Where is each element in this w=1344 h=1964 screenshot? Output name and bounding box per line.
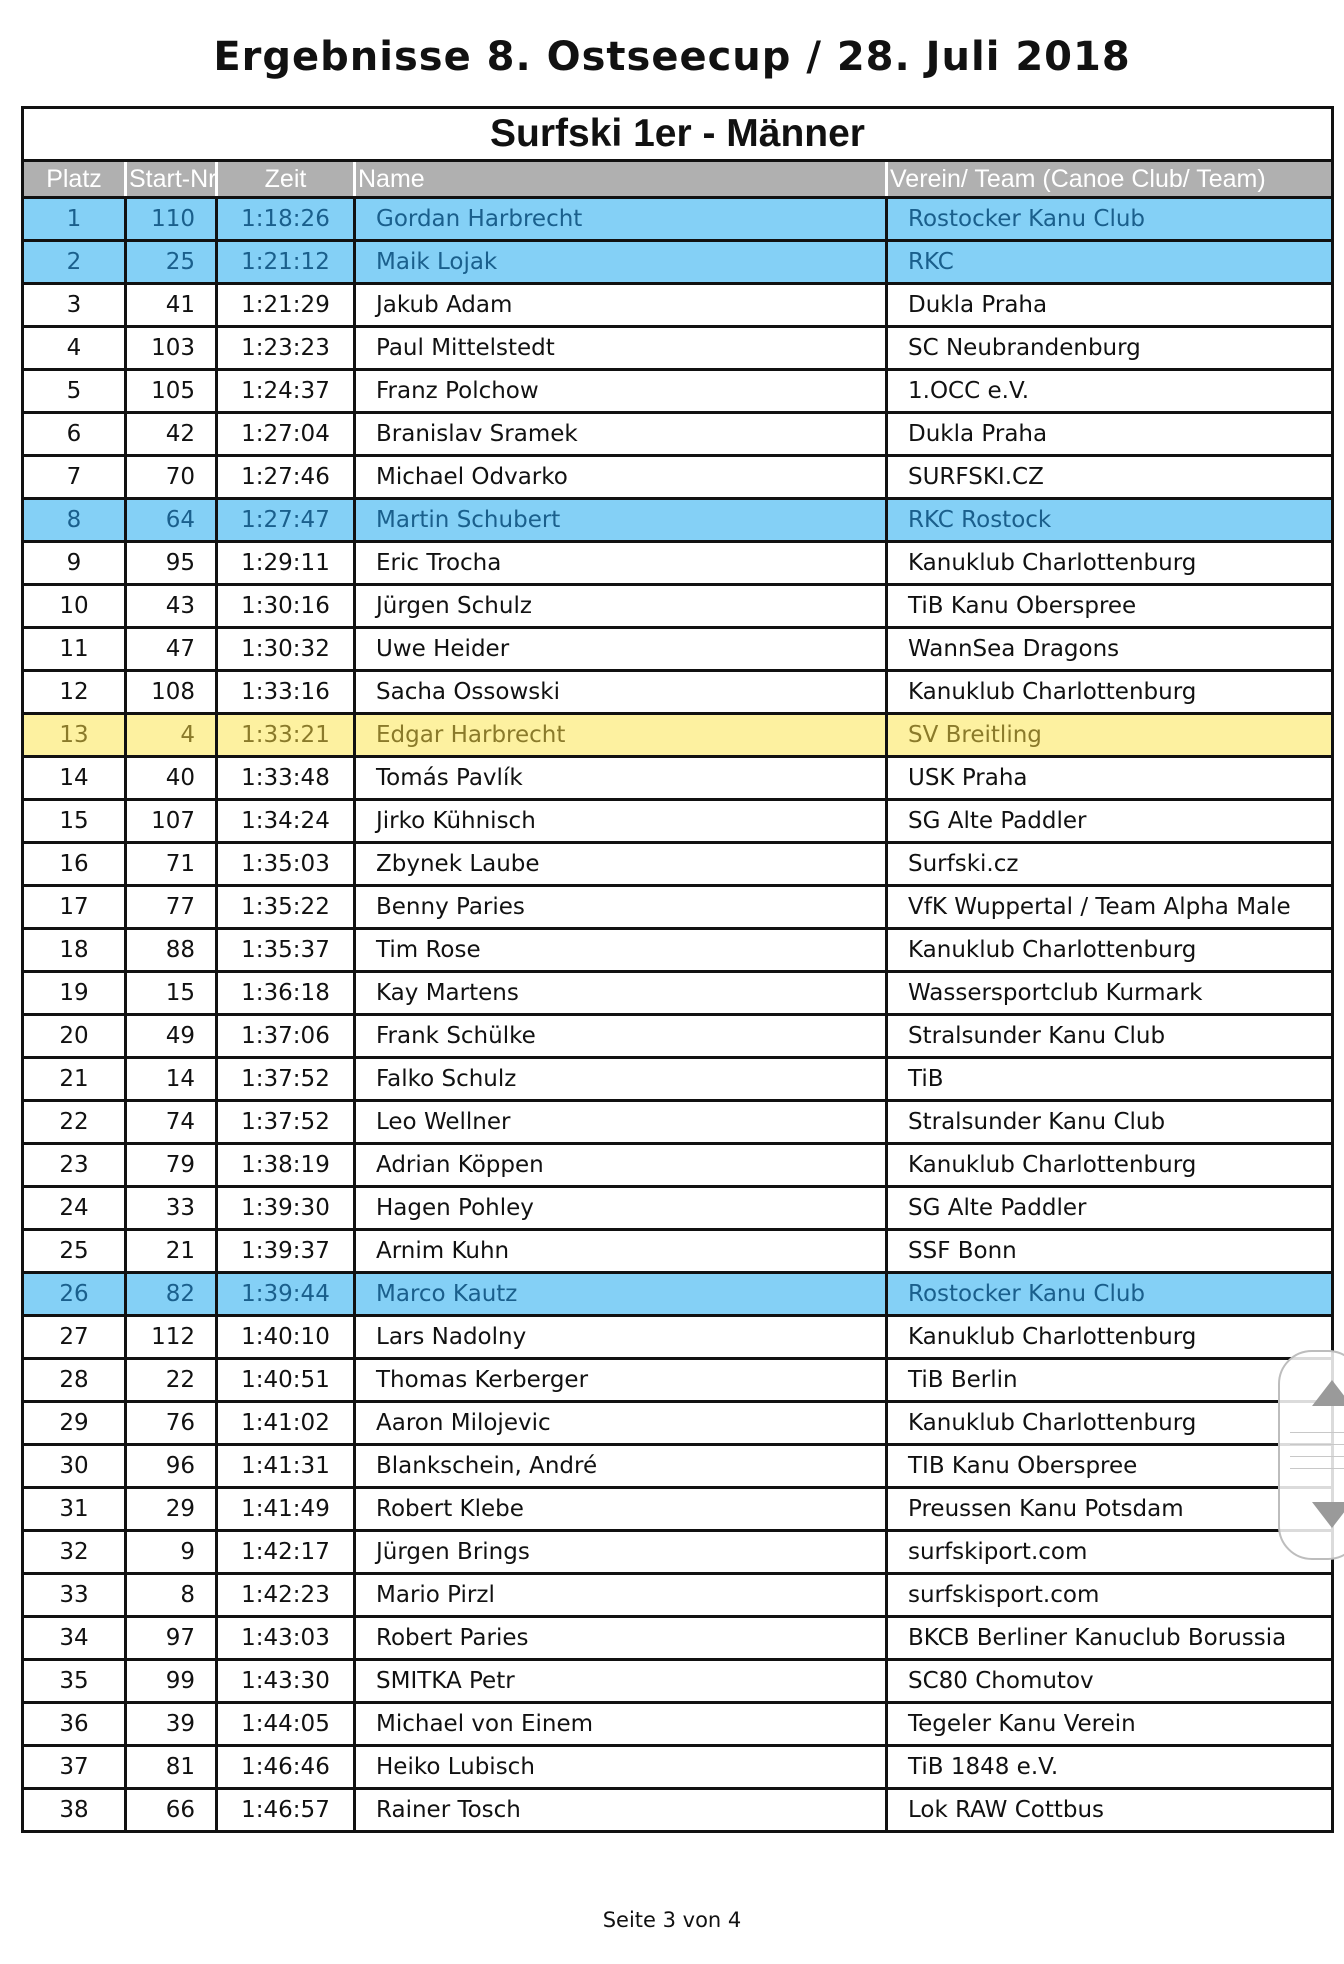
cell-start-nr: 49 bbox=[126, 1015, 217, 1058]
cell-verein: SC80 Chomutov bbox=[887, 1660, 1333, 1703]
cell-start-nr: 97 bbox=[126, 1617, 217, 1660]
cell-start-nr: 22 bbox=[126, 1359, 217, 1402]
cell-start-nr: 33 bbox=[126, 1187, 217, 1230]
table-title: Surfski 1er - Männer bbox=[23, 108, 1333, 161]
cell-start-nr: 43 bbox=[126, 585, 217, 628]
cell-platz: 28 bbox=[23, 1359, 126, 1402]
cell-zeit: 1:27:47 bbox=[217, 499, 355, 542]
table-row bbox=[23, 241, 1333, 284]
table-row bbox=[23, 1273, 1333, 1316]
cell-verein: TiB Berlin bbox=[887, 1359, 1333, 1402]
cell-zeit: 1:35:03 bbox=[217, 843, 355, 886]
cell-zeit: 1:36:18 bbox=[217, 972, 355, 1015]
cell-verein: Kanuklub Charlottenburg bbox=[887, 1144, 1333, 1187]
cell-verein: Kanuklub Charlottenburg bbox=[887, 929, 1333, 972]
table-row bbox=[23, 542, 1333, 585]
cell-name: Robert Klebe bbox=[355, 1488, 887, 1531]
table-row bbox=[23, 1445, 1333, 1488]
cell-start-nr: 103 bbox=[126, 327, 217, 370]
page-scroll-control[interactable] bbox=[1278, 1350, 1344, 1560]
cell-platz: 18 bbox=[23, 929, 126, 972]
cell-verein: SV Breitling bbox=[887, 714, 1333, 757]
cell-name: Arnim Kuhn bbox=[355, 1230, 887, 1273]
cell-name: Maik Lojak bbox=[355, 241, 887, 284]
cell-zeit: 1:39:30 bbox=[217, 1187, 355, 1230]
cell-verein: SSF Bonn bbox=[887, 1230, 1333, 1273]
cell-verein: Lok RAW Cottbus bbox=[887, 1789, 1333, 1832]
table-row bbox=[23, 1230, 1333, 1273]
cell-platz: 9 bbox=[23, 542, 126, 585]
cell-start-nr: 82 bbox=[126, 1273, 217, 1316]
table-row bbox=[23, 1187, 1333, 1230]
cell-start-nr: 40 bbox=[126, 757, 217, 800]
cell-start-nr: 14 bbox=[126, 1058, 217, 1101]
column-header-verein: Verein/ Team (Canoe Club/ Team) bbox=[887, 161, 1333, 198]
cell-name: Falko Schulz bbox=[355, 1058, 887, 1101]
cell-name: Sacha Ossowski bbox=[355, 671, 887, 714]
cell-platz: 24 bbox=[23, 1187, 126, 1230]
cell-zeit: 1:44:05 bbox=[217, 1703, 355, 1746]
page-title: Ergebnisse 8. Ostseecup / 28. Juli 2018 bbox=[213, 34, 1131, 80]
table-row bbox=[23, 1488, 1333, 1531]
table-row bbox=[23, 1703, 1333, 1746]
table-row bbox=[23, 671, 1333, 714]
cell-name: Zbynek Laube bbox=[355, 843, 887, 886]
cell-verein: VfK Wuppertal / Team Alpha Male bbox=[887, 886, 1333, 929]
table-row bbox=[23, 843, 1333, 886]
cell-zeit: 1:33:48 bbox=[217, 757, 355, 800]
table-row bbox=[23, 800, 1333, 843]
table-row bbox=[23, 929, 1333, 972]
table-row bbox=[23, 370, 1333, 413]
table-row bbox=[23, 1402, 1333, 1445]
cell-verein: Kanuklub Charlottenburg bbox=[887, 671, 1333, 714]
cell-zeit: 1:39:37 bbox=[217, 1230, 355, 1273]
cell-platz: 35 bbox=[23, 1660, 126, 1703]
cell-verein: SC Neubrandenburg bbox=[887, 327, 1333, 370]
cell-zeit: 1:21:29 bbox=[217, 284, 355, 327]
cell-verein: Dukla Praha bbox=[887, 284, 1333, 327]
cell-platz: 38 bbox=[23, 1789, 126, 1832]
cell-zeit: 1:27:04 bbox=[217, 413, 355, 456]
divider bbox=[1290, 1444, 1344, 1445]
cell-start-nr: 95 bbox=[126, 542, 217, 585]
cell-platz: 37 bbox=[23, 1746, 126, 1789]
cell-verein: TiB 1848 e.V. bbox=[887, 1746, 1333, 1789]
cell-start-nr: 107 bbox=[126, 800, 217, 843]
cell-name: Robert Paries bbox=[355, 1617, 887, 1660]
cell-zeit: 1:30:32 bbox=[217, 628, 355, 671]
cell-platz: 34 bbox=[23, 1617, 126, 1660]
cell-platz: 19 bbox=[23, 972, 126, 1015]
cell-platz: 6 bbox=[23, 413, 126, 456]
cell-name: Jürgen Schulz bbox=[355, 585, 887, 628]
results-table bbox=[21, 106, 1334, 1833]
cell-zeit: 1:35:37 bbox=[217, 929, 355, 972]
cell-platz: 33 bbox=[23, 1574, 126, 1617]
cell-zeit: 1:24:37 bbox=[217, 370, 355, 413]
cell-platz: 21 bbox=[23, 1058, 126, 1101]
cell-name: Jürgen Brings bbox=[355, 1531, 887, 1574]
table-row bbox=[23, 499, 1333, 542]
cell-name: Blankschein, André bbox=[355, 1445, 887, 1488]
cell-name: Gordan Harbrecht bbox=[355, 198, 887, 241]
cell-zeit: 1:42:17 bbox=[217, 1531, 355, 1574]
table-row bbox=[23, 1574, 1333, 1617]
cell-zeit: 1:29:11 bbox=[217, 542, 355, 585]
cell-start-nr: 108 bbox=[126, 671, 217, 714]
column-header-name: Name bbox=[355, 161, 887, 198]
cell-platz: 23 bbox=[23, 1144, 126, 1187]
cell-verein: Stralsunder Kanu Club bbox=[887, 1015, 1333, 1058]
cell-name: Michael von Einem bbox=[355, 1703, 887, 1746]
cell-verein: Kanuklub Charlottenburg bbox=[887, 542, 1333, 585]
cell-name: Paul Mittelstedt bbox=[355, 327, 887, 370]
cell-verein: RKC Rostock bbox=[887, 499, 1333, 542]
cell-platz: 7 bbox=[23, 456, 126, 499]
cell-verein: USK Praha bbox=[887, 757, 1333, 800]
cell-verein: Kanuklub Charlottenburg bbox=[887, 1402, 1333, 1445]
page-number: Seite 3 von 4 bbox=[602, 1908, 742, 1932]
results-table-container bbox=[21, 106, 1331, 1833]
cell-name: Rainer Tosch bbox=[355, 1789, 887, 1832]
cell-start-nr: 71 bbox=[126, 843, 217, 886]
cell-start-nr: 110 bbox=[126, 198, 217, 241]
cell-verein: RKC bbox=[887, 241, 1333, 284]
cell-start-nr: 105 bbox=[126, 370, 217, 413]
cell-platz: 14 bbox=[23, 757, 126, 800]
cell-verein: Dukla Praha bbox=[887, 413, 1333, 456]
column-header-platz: Platz bbox=[23, 161, 126, 198]
cell-platz: 8 bbox=[23, 499, 126, 542]
cell-start-nr: 74 bbox=[126, 1101, 217, 1144]
cell-verein: TIB Kanu Oberspree bbox=[887, 1445, 1333, 1488]
cell-name: Hagen Pohley bbox=[355, 1187, 887, 1230]
cell-zeit: 1:34:24 bbox=[217, 800, 355, 843]
table-row bbox=[23, 327, 1333, 370]
cell-zeit: 1:41:02 bbox=[217, 1402, 355, 1445]
cell-zeit: 1:27:46 bbox=[217, 456, 355, 499]
cell-verein: WannSea Dragons bbox=[887, 628, 1333, 671]
cell-verein: 1.OCC e.V. bbox=[887, 370, 1333, 413]
cell-name: Benny Paries bbox=[355, 886, 887, 929]
cell-platz: 32 bbox=[23, 1531, 126, 1574]
cell-platz: 36 bbox=[23, 1703, 126, 1746]
cell-name: Lars Nadolny bbox=[355, 1316, 887, 1359]
cell-start-nr: 47 bbox=[126, 628, 217, 671]
table-row bbox=[23, 972, 1333, 1015]
cell-zeit: 1:37:52 bbox=[217, 1101, 355, 1144]
cell-zeit: 1:39:44 bbox=[217, 1273, 355, 1316]
cell-name: Tomás Pavlík bbox=[355, 757, 887, 800]
cell-platz: 1 bbox=[23, 198, 126, 241]
cell-zeit: 1:33:21 bbox=[217, 714, 355, 757]
table-row bbox=[23, 1531, 1333, 1574]
table-row bbox=[23, 628, 1333, 671]
cell-verein: Rostocker Kanu Club bbox=[887, 198, 1333, 241]
table-row bbox=[23, 413, 1333, 456]
cell-start-nr: 70 bbox=[126, 456, 217, 499]
cell-platz: 3 bbox=[23, 284, 126, 327]
table-row bbox=[23, 1617, 1333, 1660]
cell-verein: Stralsunder Kanu Club bbox=[887, 1101, 1333, 1144]
cell-zeit: 1:37:06 bbox=[217, 1015, 355, 1058]
cell-start-nr: 8 bbox=[126, 1574, 217, 1617]
cell-platz: 17 bbox=[23, 886, 126, 929]
cell-zeit: 1:42:23 bbox=[217, 1574, 355, 1617]
cell-zeit: 1:40:51 bbox=[217, 1359, 355, 1402]
cell-zeit: 1:43:03 bbox=[217, 1617, 355, 1660]
table-row bbox=[23, 1316, 1333, 1359]
cell-platz: 26 bbox=[23, 1273, 126, 1316]
cell-platz: 30 bbox=[23, 1445, 126, 1488]
table-row bbox=[23, 1789, 1333, 1832]
cell-verein: TiB Kanu Oberspree bbox=[887, 585, 1333, 628]
divider bbox=[1290, 1456, 1344, 1457]
cell-verein: surfskisport.com bbox=[887, 1574, 1333, 1617]
cell-zeit: 1:30:16 bbox=[217, 585, 355, 628]
table-row bbox=[23, 456, 1333, 499]
cell-name: Marco Kautz bbox=[355, 1273, 887, 1316]
divider bbox=[1290, 1468, 1344, 1469]
cell-start-nr: 112 bbox=[126, 1316, 217, 1359]
cell-platz: 11 bbox=[23, 628, 126, 671]
cell-zeit: 1:37:52 bbox=[217, 1058, 355, 1101]
cell-name: Edgar Harbrecht bbox=[355, 714, 887, 757]
cell-name: Michael Odvarko bbox=[355, 456, 887, 499]
cell-name: SMITKA Petr bbox=[355, 1660, 887, 1703]
cell-platz: 2 bbox=[23, 241, 126, 284]
cell-name: Tim Rose bbox=[355, 929, 887, 972]
table-row bbox=[23, 1359, 1333, 1402]
cell-name: Uwe Heider bbox=[355, 628, 887, 671]
cell-start-nr: 79 bbox=[126, 1144, 217, 1187]
cell-verein: Surfski.cz bbox=[887, 843, 1333, 886]
column-header-row bbox=[23, 161, 1333, 198]
cell-zeit: 1:33:16 bbox=[217, 671, 355, 714]
cell-platz: 27 bbox=[23, 1316, 126, 1359]
cell-platz: 20 bbox=[23, 1015, 126, 1058]
cell-name: Jakub Adam bbox=[355, 284, 887, 327]
table-row bbox=[23, 1015, 1333, 1058]
chevron-down-icon[interactable] bbox=[1312, 1502, 1344, 1528]
chevron-up-icon[interactable] bbox=[1312, 1380, 1344, 1406]
cell-start-nr: 42 bbox=[126, 413, 217, 456]
cell-start-nr: 96 bbox=[126, 1445, 217, 1488]
table-row bbox=[23, 198, 1333, 241]
cell-zeit: 1:40:10 bbox=[217, 1316, 355, 1359]
table-row bbox=[23, 886, 1333, 929]
cell-start-nr: 29 bbox=[126, 1488, 217, 1531]
cell-start-nr: 4 bbox=[126, 714, 217, 757]
cell-verein: Wassersportclub Kurmark bbox=[887, 972, 1333, 1015]
cell-zeit: 1:21:12 bbox=[217, 241, 355, 284]
cell-zeit: 1:23:23 bbox=[217, 327, 355, 370]
cell-verein: Kanuklub Charlottenburg bbox=[887, 1316, 1333, 1359]
cell-verein: Rostocker Kanu Club bbox=[887, 1273, 1333, 1316]
cell-platz: 16 bbox=[23, 843, 126, 886]
table-row bbox=[23, 1746, 1333, 1789]
cell-platz: 10 bbox=[23, 585, 126, 628]
cell-name: Leo Wellner bbox=[355, 1101, 887, 1144]
cell-start-nr: 39 bbox=[126, 1703, 217, 1746]
cell-platz: 15 bbox=[23, 800, 126, 843]
cell-zeit: 1:38:19 bbox=[217, 1144, 355, 1187]
cell-verein: BKCB Berliner Kanuclub Borussia bbox=[887, 1617, 1333, 1660]
cell-platz: 13 bbox=[23, 714, 126, 757]
cell-name: Frank Schülke bbox=[355, 1015, 887, 1058]
cell-start-nr: 81 bbox=[126, 1746, 217, 1789]
table-row bbox=[23, 1144, 1333, 1187]
cell-name: Eric Trocha bbox=[355, 542, 887, 585]
cell-start-nr: 41 bbox=[126, 284, 217, 327]
column-header-start-nr: Start-Nr bbox=[126, 161, 217, 198]
cell-start-nr: 9 bbox=[126, 1531, 217, 1574]
cell-name: Kay Martens bbox=[355, 972, 887, 1015]
table-row bbox=[23, 757, 1333, 800]
cell-zeit: 1:46:46 bbox=[217, 1746, 355, 1789]
cell-name: Aaron Milojevic bbox=[355, 1402, 887, 1445]
cell-start-nr: 88 bbox=[126, 929, 217, 972]
cell-zeit: 1:46:57 bbox=[217, 1789, 355, 1832]
cell-zeit: 1:18:26 bbox=[217, 198, 355, 241]
cell-platz: 4 bbox=[23, 327, 126, 370]
cell-zeit: 1:43:30 bbox=[217, 1660, 355, 1703]
cell-name: Adrian Köppen bbox=[355, 1144, 887, 1187]
cell-zeit: 1:41:31 bbox=[217, 1445, 355, 1488]
cell-verein: SG Alte Paddler bbox=[887, 1187, 1333, 1230]
cell-start-nr: 76 bbox=[126, 1402, 217, 1445]
cell-verein: Preussen Kanu Potsdam bbox=[887, 1488, 1333, 1531]
cell-zeit: 1:41:49 bbox=[217, 1488, 355, 1531]
cell-platz: 5 bbox=[23, 370, 126, 413]
cell-verein: Tegeler Kanu Verein bbox=[887, 1703, 1333, 1746]
table-row bbox=[23, 1058, 1333, 1101]
cell-name: Jirko Kühnisch bbox=[355, 800, 887, 843]
cell-platz: 29 bbox=[23, 1402, 126, 1445]
cell-start-nr: 21 bbox=[126, 1230, 217, 1273]
cell-name: Heiko Lubisch bbox=[355, 1746, 887, 1789]
table-row bbox=[23, 284, 1333, 327]
cell-start-nr: 99 bbox=[126, 1660, 217, 1703]
cell-platz: 31 bbox=[23, 1488, 126, 1531]
cell-name: Mario Pirzl bbox=[355, 1574, 887, 1617]
table-body bbox=[23, 198, 1333, 1832]
cell-platz: 25 bbox=[23, 1230, 126, 1273]
cell-verein: SG Alte Paddler bbox=[887, 800, 1333, 843]
cell-start-nr: 77 bbox=[126, 886, 217, 929]
table-row bbox=[23, 1101, 1333, 1144]
cell-zeit: 1:35:22 bbox=[217, 886, 355, 929]
table-row bbox=[23, 585, 1333, 628]
cell-start-nr: 25 bbox=[126, 241, 217, 284]
cell-start-nr: 64 bbox=[126, 499, 217, 542]
cell-platz: 12 bbox=[23, 671, 126, 714]
divider bbox=[1290, 1432, 1344, 1433]
cell-name: Martin Schubert bbox=[355, 499, 887, 542]
cell-name: Franz Polchow bbox=[355, 370, 887, 413]
column-header-zeit: Zeit bbox=[217, 161, 355, 198]
cell-verein: surfskiport.com bbox=[887, 1531, 1333, 1574]
cell-name: Thomas Kerberger bbox=[355, 1359, 887, 1402]
cell-start-nr: 15 bbox=[126, 972, 217, 1015]
cell-verein: SURFSKI.CZ bbox=[887, 456, 1333, 499]
cell-verein: TiB bbox=[887, 1058, 1333, 1101]
cell-start-nr: 66 bbox=[126, 1789, 217, 1832]
cell-name: Branislav Sramek bbox=[355, 413, 887, 456]
table-row bbox=[23, 1660, 1333, 1703]
table-row bbox=[23, 714, 1333, 757]
cell-platz: 22 bbox=[23, 1101, 126, 1144]
